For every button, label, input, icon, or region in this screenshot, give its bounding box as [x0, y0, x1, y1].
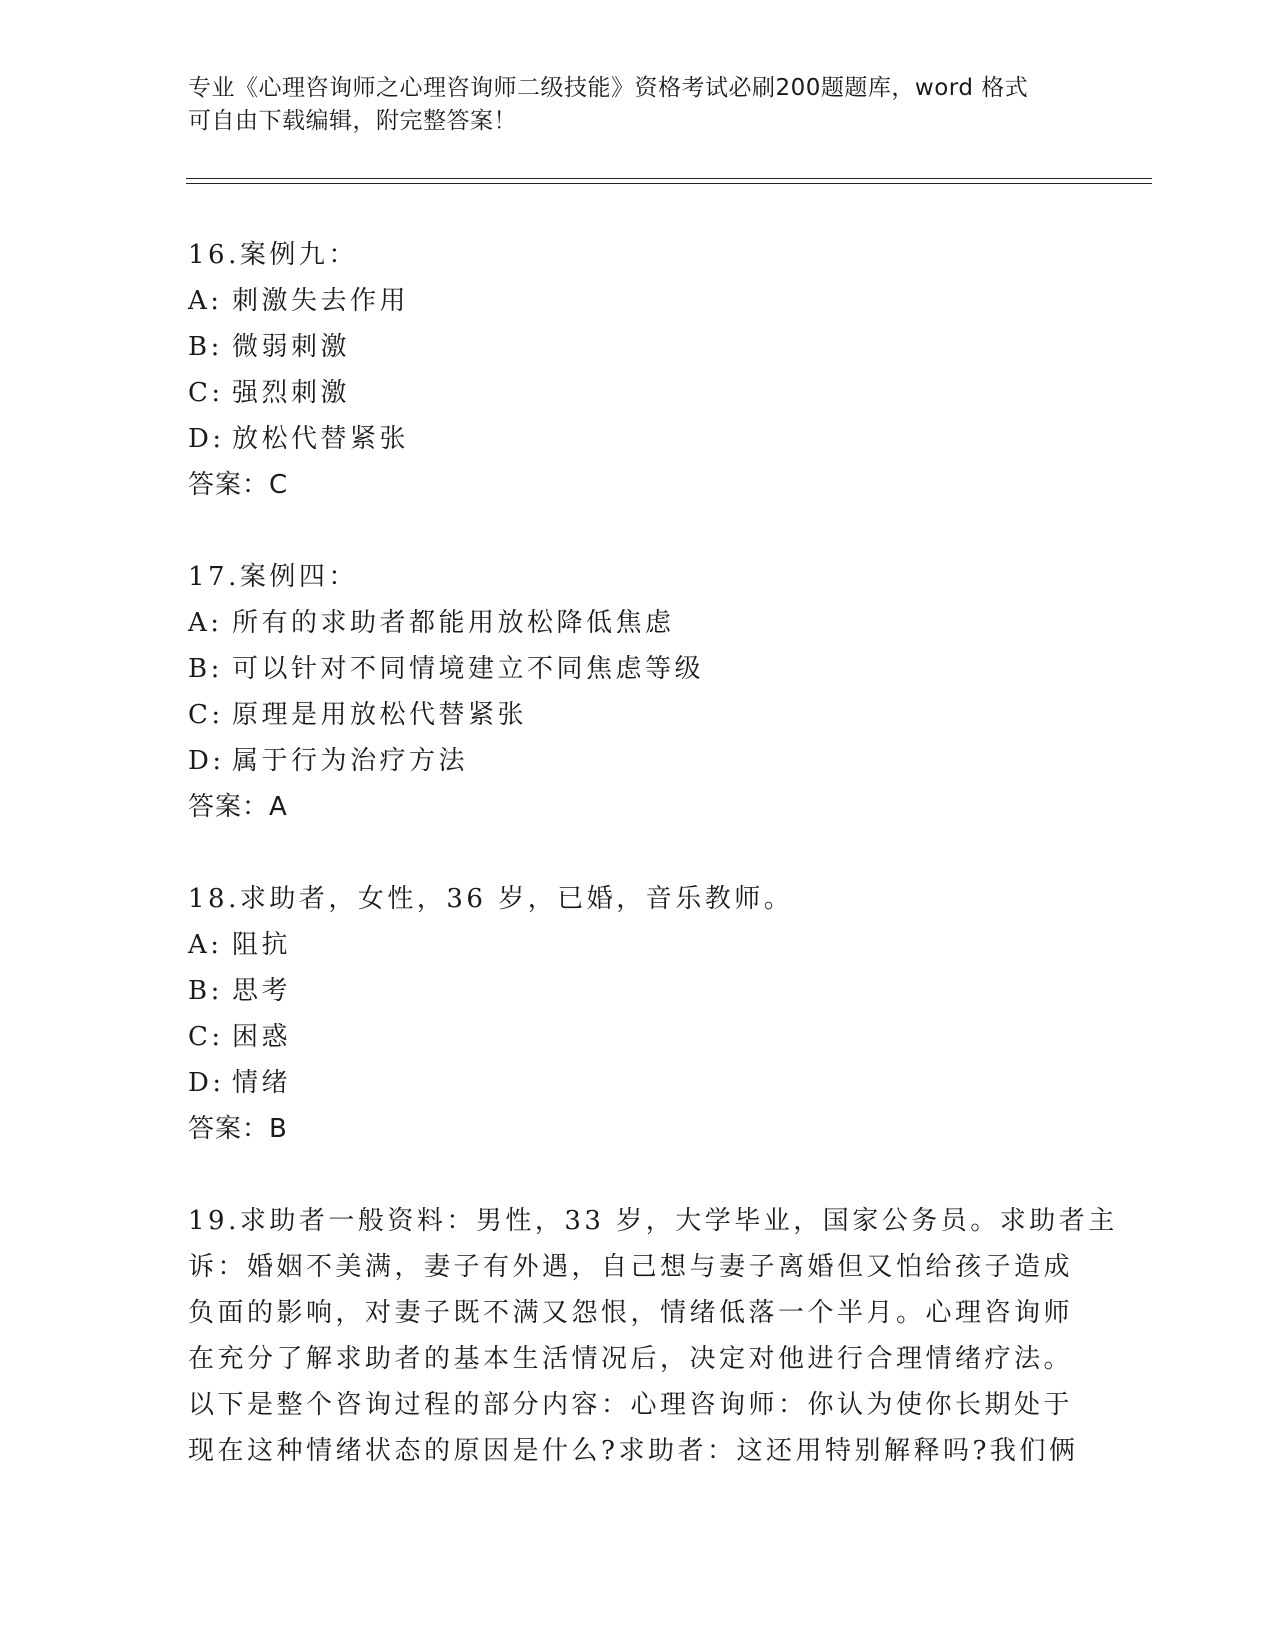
option-letter: A:	[188, 608, 223, 638]
option-letter: D:	[188, 1068, 225, 1098]
option-c	[188, 1014, 1088, 1060]
question-19-line-1: 19.求助者一般资料：男性，33 岁，大学毕业，国家公务员。求助者主	[188, 1206, 1118, 1236]
option-d	[188, 738, 1088, 784]
answer-line: 答案：B	[188, 1114, 288, 1144]
option-text: 刺激失去作用	[232, 286, 410, 316]
question-title: 18.求助者，女性，36 岁，已婚，音乐教师。	[188, 884, 794, 914]
question-19-line-2: 诉：婚姻不美满，妻子有外遇，自己想与妻子离婚但又怕给孩子造成	[188, 1252, 1074, 1282]
option-letter: C:	[188, 1022, 224, 1052]
option-text: 困惑	[232, 1022, 292, 1052]
option-letter: D:	[188, 424, 225, 454]
option-text: 属于行为治疗方法	[232, 746, 469, 776]
header-divider-top	[186, 178, 1152, 179]
option-letter: B:	[188, 976, 223, 1006]
option-text: 强烈刺激	[232, 378, 351, 408]
option-text: 微弱刺激	[232, 332, 351, 362]
option-d	[188, 416, 1088, 462]
option-b	[188, 324, 1088, 370]
document-header	[188, 72, 1068, 138]
option-letter: C:	[188, 700, 224, 730]
question-19-line-6: 现在这种情绪状态的原因是什么?求助者：这还用特别解释吗?我们俩	[188, 1436, 1079, 1466]
option-a	[188, 922, 1088, 968]
answer-line: 答案：A	[188, 792, 288, 822]
option-b	[188, 646, 1088, 692]
question-17	[188, 554, 1088, 830]
option-text: 可以针对不同情境建立不同焦虑等级	[232, 654, 705, 684]
question-18	[188, 876, 1088, 1152]
question-19-line-4: 在充分了解求助者的基本生活情况后，决定对他进行合理情绪疗法。	[188, 1344, 1074, 1374]
header-line-2: 可自由下载编辑，附完整答案！	[188, 108, 517, 134]
option-letter: D:	[188, 746, 225, 776]
header-line-1: 专业《心理咨询师之心理咨询师二级技能》资格考试必刷200题题库，word 格式	[188, 75, 1029, 101]
option-letter: B:	[188, 332, 223, 362]
option-a	[188, 278, 1088, 324]
option-text: 阻抗	[232, 930, 292, 960]
option-text: 原理是用放松代替紧张	[232, 700, 528, 730]
option-d	[188, 1060, 1088, 1106]
question-16	[188, 232, 1088, 508]
question-19	[188, 1198, 1118, 1474]
option-c	[188, 370, 1088, 416]
question-list	[188, 232, 1118, 1520]
option-a	[188, 600, 1088, 646]
question-title: 17.案例四：	[188, 562, 358, 592]
option-letter: C:	[188, 378, 224, 408]
option-c	[188, 692, 1088, 738]
question-title: 16.案例九：	[188, 240, 358, 270]
option-letter: B:	[188, 654, 223, 684]
option-text: 放松代替紧张	[232, 424, 410, 454]
option-text: 思考	[232, 976, 292, 1006]
option-text: 所有的求助者都能用放松降低焦虑	[232, 608, 675, 638]
option-b	[188, 968, 1088, 1014]
option-letter: A:	[188, 930, 223, 960]
header-divider-bottom	[186, 183, 1152, 184]
option-text: 情绪	[232, 1068, 292, 1098]
question-19-line-3: 负面的影响，对妻子既不满又怨恨，情绪低落一个半月。心理咨询师	[188, 1298, 1074, 1328]
question-19-line-5: 以下是整个咨询过程的部分内容：心理咨询师：你认为使你长期处于	[188, 1390, 1074, 1420]
answer-line: 答案：C	[188, 470, 289, 500]
option-letter: A:	[188, 286, 223, 316]
